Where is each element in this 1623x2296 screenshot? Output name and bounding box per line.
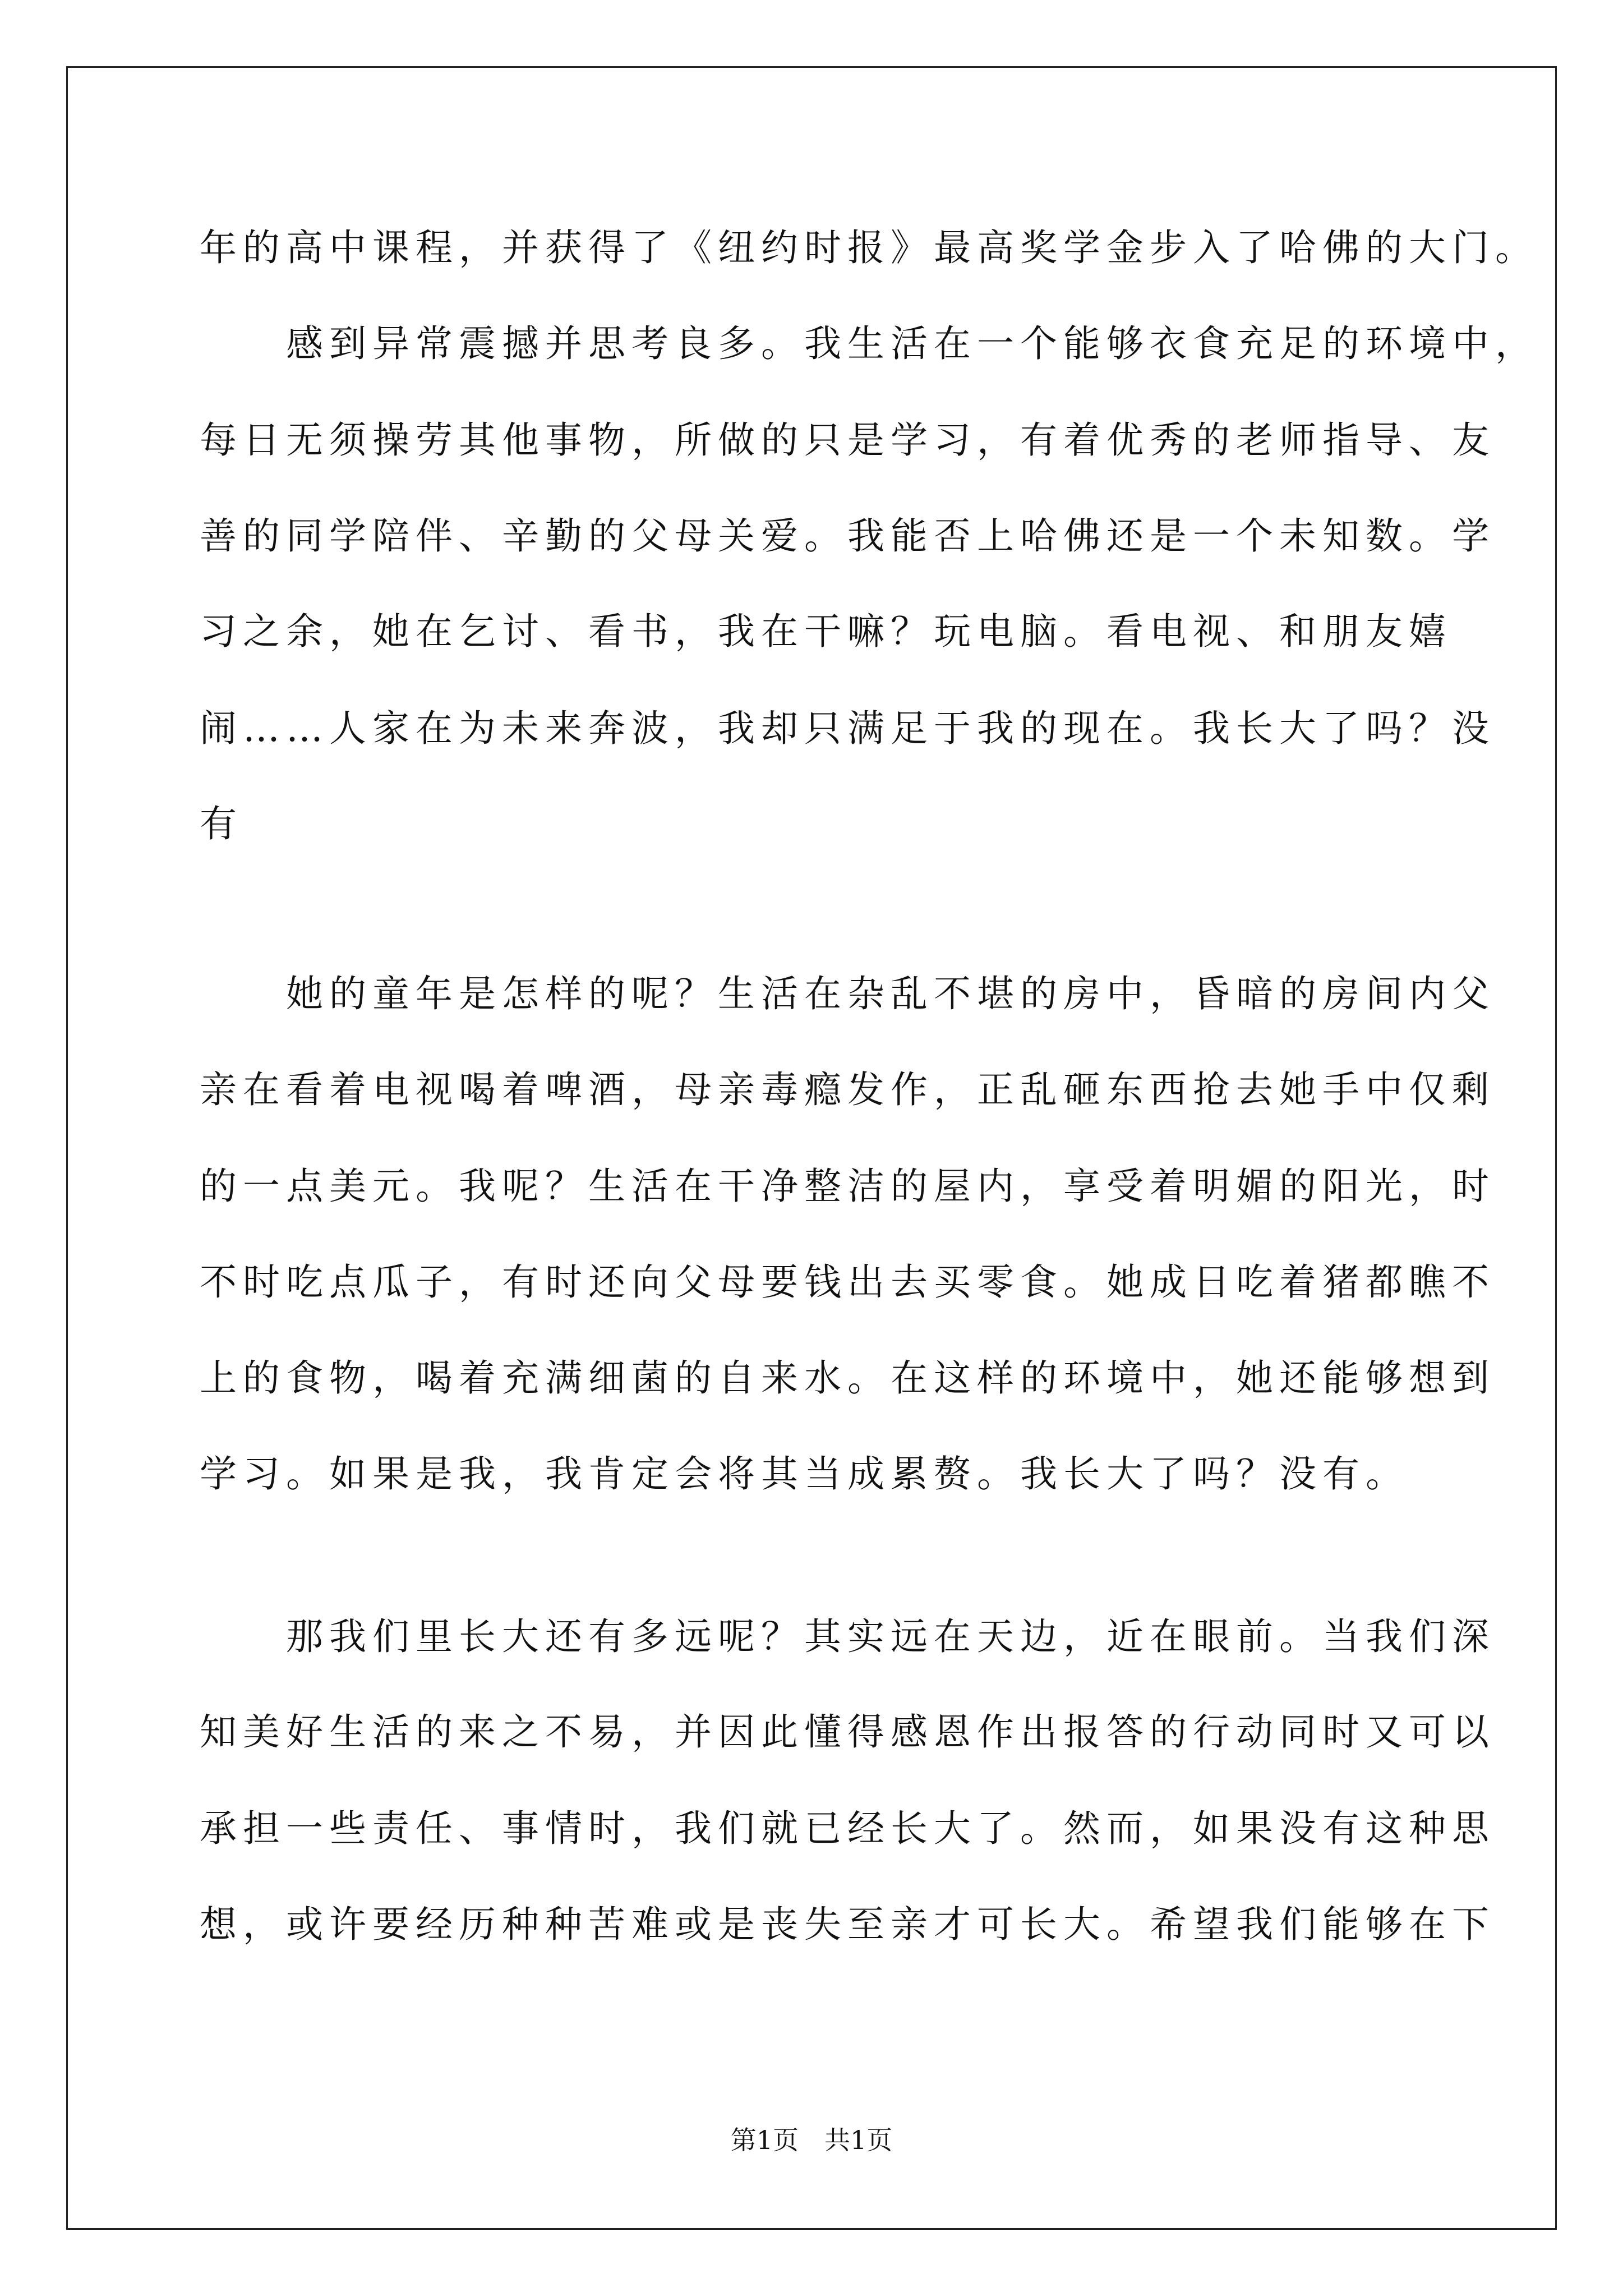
text-line: 年的高中课程，并获得了《纽约时报》最高奖学金步入了哈佛的大门。 [200, 226, 1538, 269]
text-line: 亲在看着电视喝着啤酒，母亲毒瘾发作，正乱砸东西抢去她手中仅剩 [200, 1068, 1495, 1111]
page-footer: 第1页 共1页 [730, 2125, 893, 2155]
text-line: 闹……人家在为未来奔波，我却只满足于我的现在。我长大了吗？没 [200, 707, 1495, 750]
text-line: 习之余，她在乞讨、看书，我在干嘛？玩电脑。看电视、和朋友嬉 [200, 610, 1452, 653]
text-line: 每日无须操劳其他事物，所做的只是学习，有着优秀的老师指导、友 [200, 418, 1495, 462]
text-line: 不时吃点瓜子，有时还向父母要钱出去买零食。她成日吃着猪都瞧不 [200, 1260, 1495, 1304]
text-line: 上的食物，喝着充满细菌的自来水。在这样的环境中，她还能够想到 [200, 1356, 1495, 1400]
text-line: 承担一些责任、事情时，我们就已经长大了。然而，如果没有这种思 [200, 1807, 1495, 1850]
text-line: 知美好生活的来之不易，并因此懂得感恩作出报答的行动同时又可以 [200, 1710, 1495, 1754]
text-line: 想，或许要经历种种苦难或是丧失至亲才可长大。希望我们能够在下 [200, 1903, 1495, 1946]
text-line: 感到异常震撼并思考良多。我生活在一个能够衣食充足的环境中， [200, 322, 1538, 365]
text-line: 有 [200, 802, 243, 845]
text-line: 善的同学陪伴、辛勤的父母关爱。我能否上哈佛还是一个未知数。学 [200, 514, 1495, 558]
text-line: 的一点美元。我呢？生活在干净整洁的屋内，享受着明媚的阳光，时 [200, 1165, 1495, 1208]
text-line: 学习。如果是我，我肯定会将其当成累赘。我长大了吗？没有。 [200, 1452, 1409, 1496]
text-line: 那我们里长大还有多远呢？其实远在天边，近在眼前。当我们深 [200, 1615, 1495, 1658]
text-line: 她的童年是怎样的呢？生活在杂乱不堪的房中，昏暗的房间内父 [200, 972, 1495, 1015]
